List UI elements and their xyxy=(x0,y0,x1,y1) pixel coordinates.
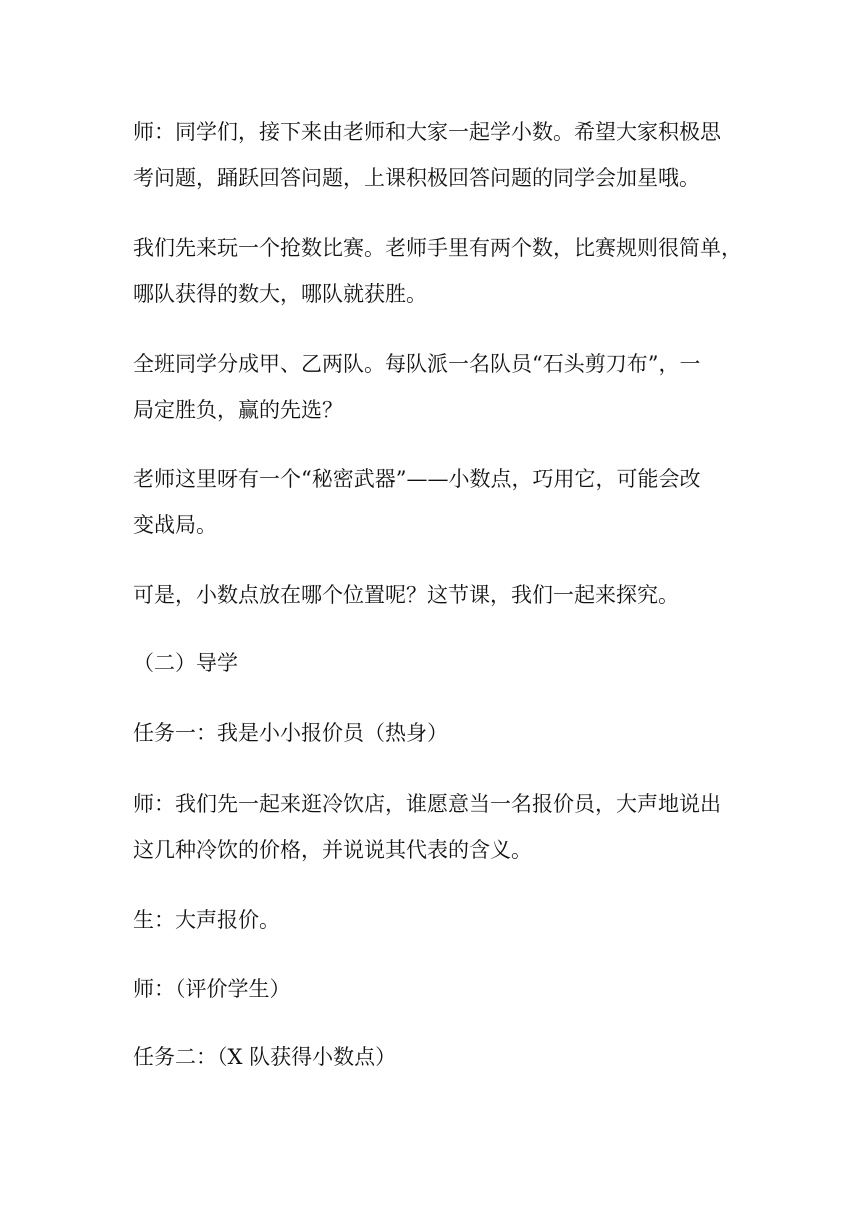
paragraph-explore xyxy=(133,572,733,618)
paragraph-teacher-intro xyxy=(133,109,733,201)
text-line: 师：同学们，接下来由老师和大家一起学小数。希望大家积极思 xyxy=(133,120,721,144)
text-line: 我们先来玩一个抢数比赛。老师手里有两个数，比赛规则很简单， xyxy=(133,236,742,260)
task-two-heading xyxy=(133,1034,733,1080)
text-line: （二）导学 xyxy=(133,651,238,675)
text-line: 任务二：（X 队获得小数点） xyxy=(133,1045,397,1069)
text-line: 老师这里呀有一个“秘密武器”——小数点，巧用它，可能会改 xyxy=(133,467,701,491)
paragraph-game-rules xyxy=(133,225,742,317)
paragraph-team-split xyxy=(133,341,733,433)
text-line: 这几种冷饮的价格，并说说其代表的含义。 xyxy=(133,838,532,862)
paragraph-ice-shop xyxy=(133,781,733,873)
text-line: 全班同学分成甲、乙两队。每队派一名队员“石头剪刀布”，一 xyxy=(133,352,701,376)
text-line: 可是，小数点放在哪个位置呢？这节课，我们一起来探究。 xyxy=(133,583,679,607)
paragraph-student-response xyxy=(133,897,733,943)
text-line: 局定胜负，赢的先选？ xyxy=(133,398,343,422)
paragraph-secret-weapon xyxy=(133,456,733,548)
task-one-heading xyxy=(133,710,733,756)
text-line: 生：大声报价。 xyxy=(133,908,280,932)
text-line: 考问题，踊跃回答问题，上课积极回答问题的同学会加星哦。 xyxy=(133,166,700,190)
text-line: 师：（评价学生） xyxy=(133,977,291,1001)
text-line: 变战局。 xyxy=(133,513,217,537)
text-line: 师：我们先一起来逛冷饮店，谁愿意当一名报价员，大声地说出 xyxy=(133,792,721,816)
text-line: 哪队获得的数大，哪队就获胜。 xyxy=(133,282,427,306)
paragraph-teacher-evaluate xyxy=(133,966,733,1012)
text-line: 任务一：我是小小报价员（热身） xyxy=(133,721,448,745)
section-heading-guided-learning xyxy=(133,640,733,686)
